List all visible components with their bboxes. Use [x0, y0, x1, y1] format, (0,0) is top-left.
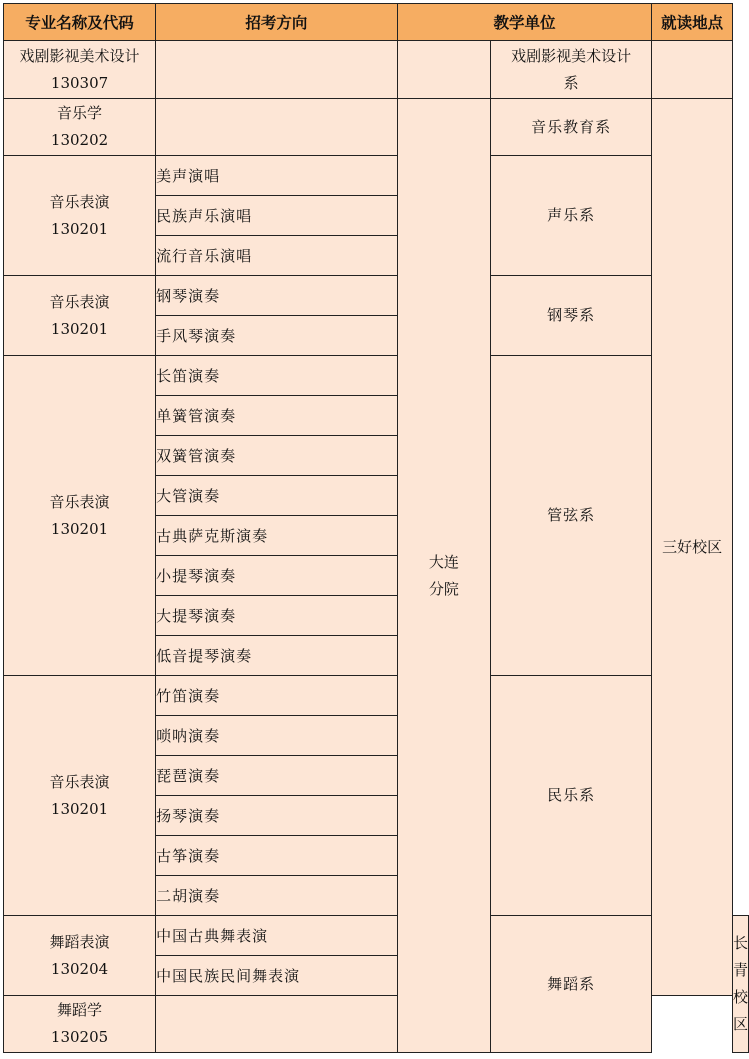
major-name: 音乐表演 [49, 192, 110, 211]
major-code: 130202 [50, 131, 109, 149]
direction-cell: 中国民族民间舞表演 [156, 956, 398, 996]
direction-cell: 古筝演奏 [156, 836, 398, 876]
direction-cell-empty [156, 996, 398, 1053]
direction-cell: 单簧管演奏 [156, 396, 398, 436]
direction-cell: 扬琴演奏 [156, 796, 398, 836]
campus-cell: 长青校区 [732, 916, 748, 1053]
header-row [4, 4, 749, 41]
major-code: 130201 [50, 219, 109, 238]
direction-cell: 低音提琴演奏 [156, 636, 398, 676]
direction-cell: 小提琴演奏 [156, 556, 398, 596]
major-name: 音乐表演 [49, 292, 110, 311]
school-cell [397, 99, 490, 1053]
major-code: 130201 [50, 799, 109, 818]
header-campus: 就读地点 [652, 4, 733, 41]
unit-cell: 民乐系 [491, 676, 652, 916]
table-row [4, 676, 749, 716]
major-cell [4, 41, 156, 99]
direction-cell: 手风琴演奏 [156, 316, 398, 356]
major-cell [4, 996, 156, 1053]
campus-cell-empty [652, 41, 733, 99]
direction-cell: 美声演唱 [156, 156, 398, 196]
direction-cell: 钢琴演奏 [156, 276, 398, 316]
major-name: 音乐学 [57, 104, 103, 122]
direction-cell: 竹笛演奏 [156, 676, 398, 716]
school-name-line1: 大连 [428, 552, 459, 571]
direction-cell: 双簧管演奏 [156, 436, 398, 476]
table-row [4, 99, 749, 156]
direction-cell: 中国古典舞表演 [156, 916, 398, 956]
major-name: 音乐表演 [49, 492, 110, 511]
direction-cell: 二胡演奏 [156, 876, 398, 916]
major-name: 舞蹈学 [57, 1001, 103, 1019]
header-direction: 招考方向 [156, 4, 398, 41]
direction-cell: 唢呐演奏 [156, 716, 398, 756]
campus-cell: 三好校区 [652, 99, 733, 996]
unit-cell: 管弦系 [491, 356, 652, 676]
major-cell [4, 99, 156, 156]
table-row [4, 156, 749, 196]
unit-name: 戏剧影视美术设计 [511, 46, 632, 65]
header-unit: 教学单位 [397, 4, 652, 41]
major-cell [4, 276, 156, 356]
major-code: 130201 [50, 319, 109, 338]
table-row [4, 356, 749, 396]
unit-cell: 音乐教育系 [491, 99, 652, 156]
direction-cell: 流行音乐演唱 [156, 236, 398, 276]
major-cell [4, 676, 156, 916]
school-name-line2: 分院 [428, 579, 459, 598]
major-cell [4, 916, 156, 996]
unit-cell: 声乐系 [491, 156, 652, 276]
direction-cell: 琵琶演奏 [156, 756, 398, 796]
major-code: 130307 [50, 73, 109, 92]
table-row [4, 916, 749, 956]
major-cell [4, 156, 156, 276]
major-name: 舞蹈表演 [49, 932, 110, 951]
major-code: 130201 [50, 519, 109, 538]
direction-cell-empty [156, 41, 398, 99]
major-name: 戏剧影视美术设计 [19, 46, 140, 65]
direction-cell: 大提琴演奏 [156, 596, 398, 636]
header-major: 专业名称及代码 [4, 4, 156, 41]
direction-cell-empty [156, 99, 398, 156]
unit-cell [491, 41, 652, 99]
table-row [4, 276, 749, 316]
direction-cell: 长笛演奏 [156, 356, 398, 396]
direction-cell: 民族声乐演唱 [156, 196, 398, 236]
major-code: 130205 [50, 1028, 109, 1046]
unit-cell: 舞蹈系 [491, 916, 652, 1053]
enrollment-table [3, 3, 749, 1053]
unit-name-suffix: 系 [563, 73, 579, 92]
unit-cell: 钢琴系 [491, 276, 652, 356]
direction-cell: 古典萨克斯演奏 [156, 516, 398, 556]
major-name: 音乐表演 [49, 772, 110, 791]
major-code: 130204 [50, 959, 109, 978]
school-cell-empty [397, 41, 490, 99]
direction-cell: 大管演奏 [156, 476, 398, 516]
table-row [4, 41, 749, 99]
major-cell [4, 356, 156, 676]
